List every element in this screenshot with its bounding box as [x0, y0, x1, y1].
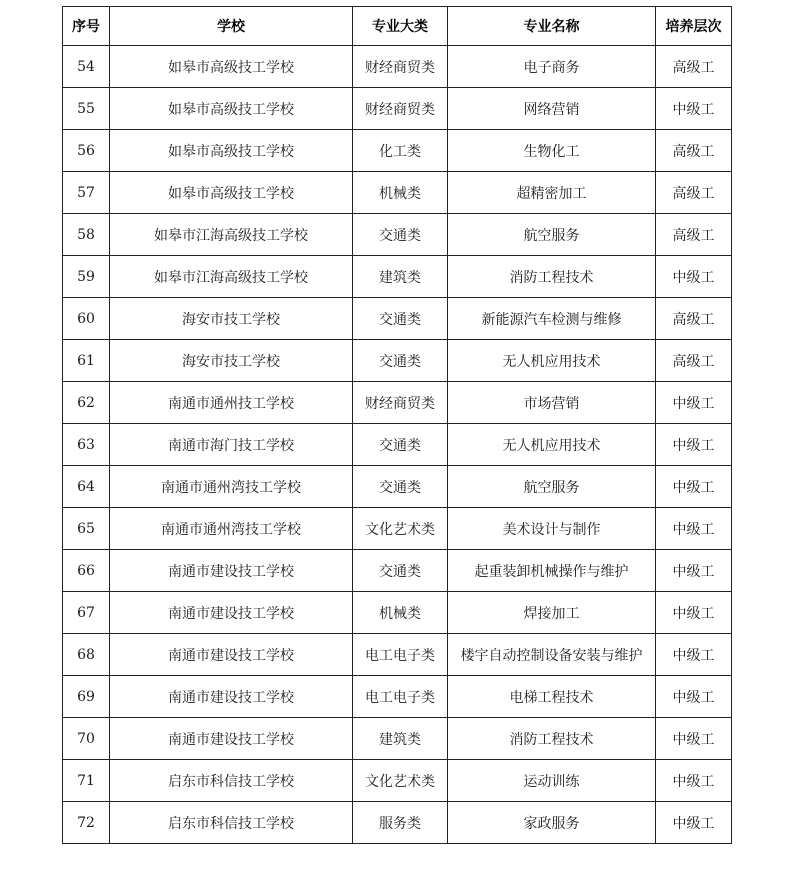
table-row	[63, 88, 732, 130]
cell-major-category: 财经商贸类	[353, 88, 448, 130]
cell-school: 南通市通州湾技工学校	[110, 508, 353, 550]
cell-major-category: 电工电子类	[353, 634, 448, 676]
cell-training-level: 中级工	[656, 802, 732, 844]
cell-serial-number: 58	[63, 214, 110, 256]
cell-major-name: 家政服务	[448, 802, 656, 844]
cell-major-name: 消防工程技术	[448, 256, 656, 298]
cell-serial-number: 57	[63, 172, 110, 214]
cell-training-level: 中级工	[656, 256, 732, 298]
cell-major-category: 交通类	[353, 298, 448, 340]
cell-major-category: 建筑类	[353, 256, 448, 298]
cell-major-name: 超精密加工	[448, 172, 656, 214]
cell-serial-number: 72	[63, 802, 110, 844]
header-major-category: 专业大类	[353, 7, 448, 46]
cell-serial-number: 67	[63, 592, 110, 634]
cell-serial-number: 55	[63, 88, 110, 130]
cell-school: 如皋市高级技工学校	[110, 172, 353, 214]
cell-major-category: 建筑类	[353, 718, 448, 760]
table-row	[63, 172, 732, 214]
cell-major-category: 电工电子类	[353, 676, 448, 718]
cell-training-level: 中级工	[656, 424, 732, 466]
cell-training-level: 高级工	[656, 130, 732, 172]
cell-school: 海安市技工学校	[110, 298, 353, 340]
cell-training-level: 中级工	[656, 676, 732, 718]
cell-major-name: 起重装卸机械操作与维护	[448, 550, 656, 592]
cell-training-level: 高级工	[656, 298, 732, 340]
table-header	[63, 7, 732, 46]
table-row	[63, 130, 732, 172]
cell-training-level: 高级工	[656, 46, 732, 88]
cell-major-name: 焊接加工	[448, 592, 656, 634]
table-row	[63, 46, 732, 88]
cell-serial-number: 62	[63, 382, 110, 424]
table-row	[63, 466, 732, 508]
cell-major-name: 美术设计与制作	[448, 508, 656, 550]
table-body	[63, 46, 732, 844]
cell-major-name: 楼宇自动控制设备安装与维护	[448, 634, 656, 676]
header-major-name: 专业名称	[448, 7, 656, 46]
cell-training-level: 中级工	[656, 760, 732, 802]
cell-major-category: 服务类	[353, 802, 448, 844]
cell-major-category: 交通类	[353, 214, 448, 256]
cell-training-level: 高级工	[656, 214, 732, 256]
cell-major-name: 电梯工程技术	[448, 676, 656, 718]
table-row	[63, 214, 732, 256]
table-row	[63, 424, 732, 466]
cell-major-category: 交通类	[353, 340, 448, 382]
cell-major-name: 航空服务	[448, 466, 656, 508]
cell-school: 南通市通州技工学校	[110, 382, 353, 424]
cell-serial-number: 69	[63, 676, 110, 718]
cell-school: 南通市通州湾技工学校	[110, 466, 353, 508]
majors-table	[62, 6, 732, 844]
cell-major-name: 航空服务	[448, 214, 656, 256]
table-row	[63, 634, 732, 676]
cell-school: 启东市科信技工学校	[110, 802, 353, 844]
cell-serial-number: 68	[63, 634, 110, 676]
cell-major-category: 财经商贸类	[353, 382, 448, 424]
cell-major-category: 文化艺术类	[353, 508, 448, 550]
cell-training-level: 中级工	[656, 508, 732, 550]
cell-school: 南通市建设技工学校	[110, 718, 353, 760]
table-row	[63, 550, 732, 592]
cell-major-name: 无人机应用技术	[448, 340, 656, 382]
cell-training-level: 中级工	[656, 718, 732, 760]
cell-major-name: 消防工程技术	[448, 718, 656, 760]
cell-major-name: 生物化工	[448, 130, 656, 172]
cell-serial-number: 65	[63, 508, 110, 550]
cell-serial-number: 63	[63, 424, 110, 466]
cell-serial-number: 56	[63, 130, 110, 172]
cell-training-level: 中级工	[656, 592, 732, 634]
header-row	[63, 7, 732, 46]
cell-training-level: 中级工	[656, 382, 732, 424]
cell-training-level: 高级工	[656, 340, 732, 382]
cell-major-name: 网络营销	[448, 88, 656, 130]
cell-school: 南通市建设技工学校	[110, 676, 353, 718]
table-row	[63, 802, 732, 844]
cell-school: 南通市建设技工学校	[110, 634, 353, 676]
table-row	[63, 298, 732, 340]
cell-serial-number: 60	[63, 298, 110, 340]
table-row	[63, 382, 732, 424]
cell-major-name: 运动训练	[448, 760, 656, 802]
cell-major-name: 新能源汽车检测与维修	[448, 298, 656, 340]
cell-major-category: 交通类	[353, 466, 448, 508]
cell-major-category: 机械类	[353, 172, 448, 214]
cell-major-name: 电子商务	[448, 46, 656, 88]
cell-serial-number: 61	[63, 340, 110, 382]
cell-school: 如皋市江海高级技工学校	[110, 214, 353, 256]
cell-serial-number: 70	[63, 718, 110, 760]
cell-major-category: 文化艺术类	[353, 760, 448, 802]
cell-major-name: 市场营销	[448, 382, 656, 424]
table-row	[63, 676, 732, 718]
table-row	[63, 340, 732, 382]
header-serial-number: 序号	[63, 7, 110, 46]
cell-school: 海安市技工学校	[110, 340, 353, 382]
header-training-level: 培养层次	[656, 7, 732, 46]
cell-school: 如皋市高级技工学校	[110, 130, 353, 172]
cell-serial-number: 64	[63, 466, 110, 508]
cell-school: 南通市建设技工学校	[110, 550, 353, 592]
cell-training-level: 中级工	[656, 550, 732, 592]
cell-serial-number: 66	[63, 550, 110, 592]
cell-major-category: 机械类	[353, 592, 448, 634]
cell-serial-number: 54	[63, 46, 110, 88]
table-row	[63, 592, 732, 634]
cell-school: 启东市科信技工学校	[110, 760, 353, 802]
table-row	[63, 760, 732, 802]
cell-school: 如皋市江海高级技工学校	[110, 256, 353, 298]
cell-major-category: 财经商贸类	[353, 46, 448, 88]
cell-training-level: 中级工	[656, 634, 732, 676]
cell-training-level: 中级工	[656, 88, 732, 130]
cell-school: 南通市海门技工学校	[110, 424, 353, 466]
cell-school: 南通市建设技工学校	[110, 592, 353, 634]
table-row	[63, 508, 732, 550]
cell-major-category: 交通类	[353, 550, 448, 592]
table-row	[63, 256, 732, 298]
cell-major-name: 无人机应用技术	[448, 424, 656, 466]
cell-training-level: 中级工	[656, 466, 732, 508]
cell-serial-number: 71	[63, 760, 110, 802]
cell-training-level: 高级工	[656, 172, 732, 214]
cell-serial-number: 59	[63, 256, 110, 298]
cell-major-category: 交通类	[353, 424, 448, 466]
header-school: 学校	[110, 7, 353, 46]
cell-major-category: 化工类	[353, 130, 448, 172]
cell-school: 如皋市高级技工学校	[110, 46, 353, 88]
cell-school: 如皋市高级技工学校	[110, 88, 353, 130]
table-row	[63, 718, 732, 760]
